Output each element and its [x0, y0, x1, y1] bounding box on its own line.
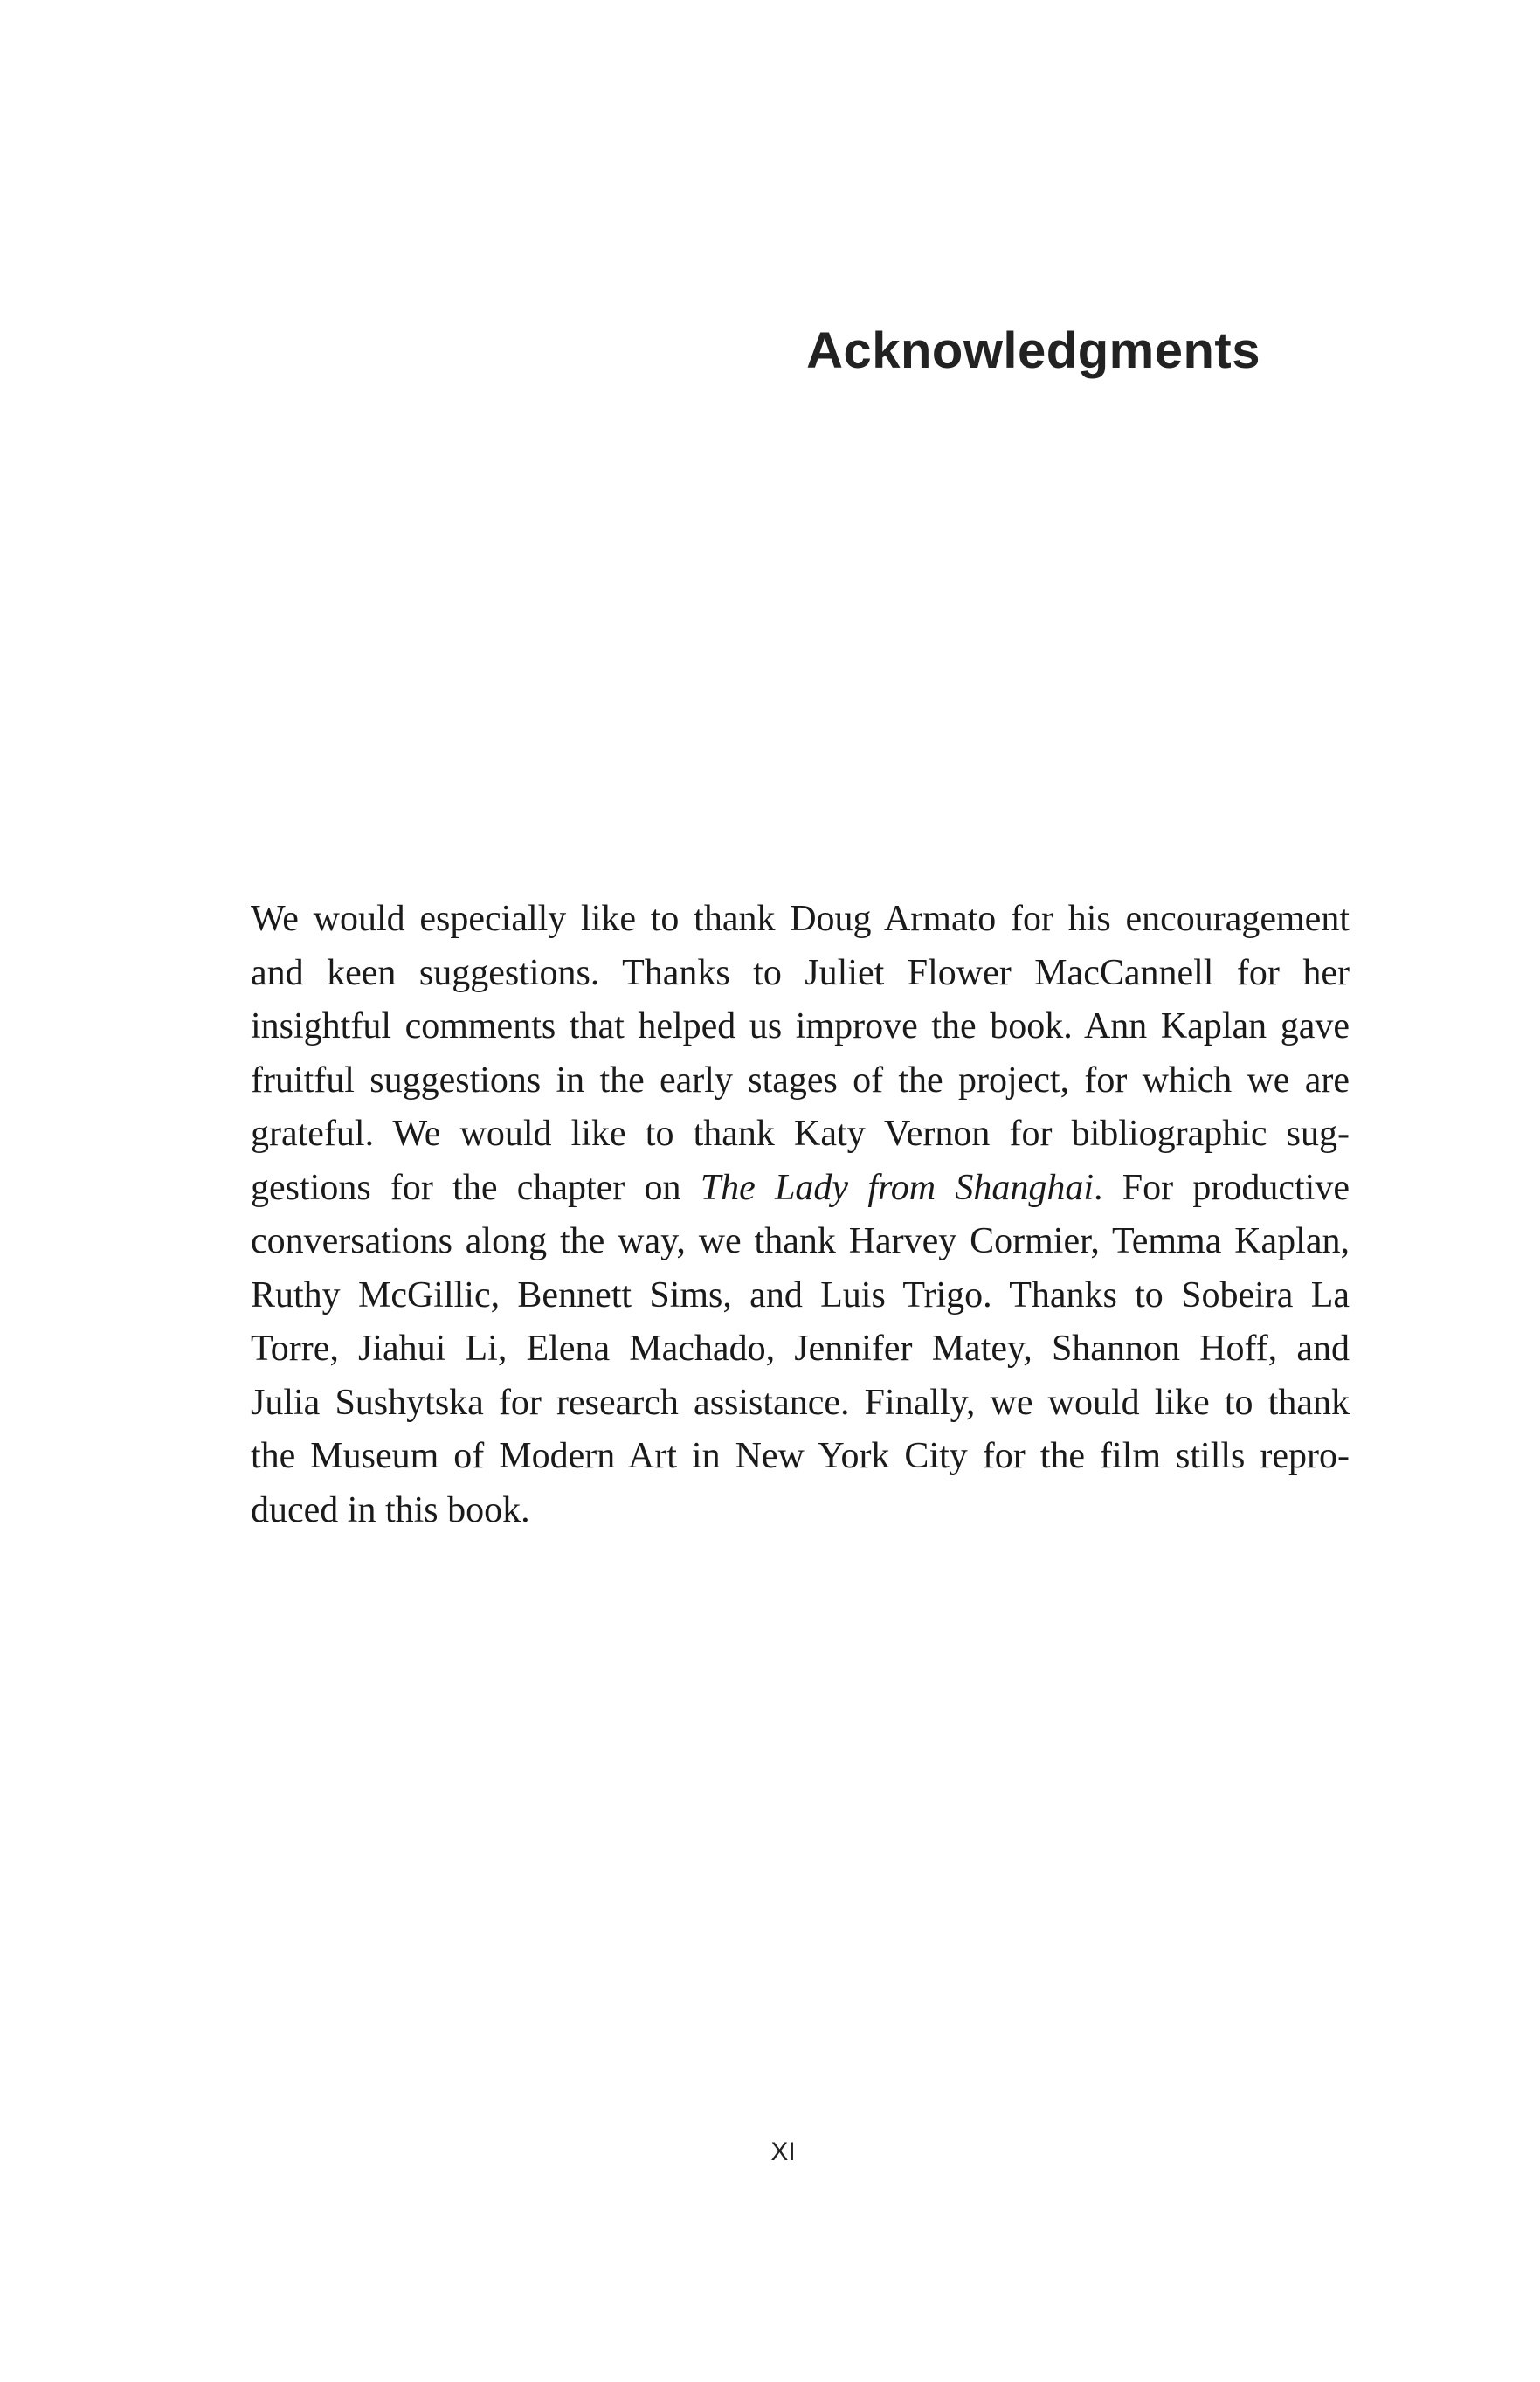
text-line: grateful. We would like to thank Katy Vernon for bibliographic sug-	[251, 1114, 1350, 1154]
text-line: the Museum of Modern Art in New York City for the film stills repro-	[251, 1436, 1350, 1476]
text-line: Ruthy McGillic, Bennett Sims, and Luis Trigo. Thanks to Sobeira La	[251, 1274, 1350, 1315]
text-line: Torre, Jiahui Li, Elena Machado, Jennifer Matey, Shannon Hoff, and	[251, 1329, 1350, 1369]
text-line: duced in this book.	[251, 1489, 530, 1530]
text-line: insightful comments that helped us improve the book. Ann Kaplan gave	[251, 1006, 1350, 1046]
chapter-heading: Acknowledgments	[806, 322, 1260, 379]
acknowledgments-paragraph	[251, 893, 1350, 1537]
text-line: We would especially like to thank Doug Armato for his encouragement	[251, 899, 1350, 939]
film-title: The Lady from Shanghai	[700, 1167, 1095, 1208]
page-number: XI	[770, 2137, 796, 2166]
text-segment: gestions for the chapter on	[251, 1167, 701, 1208]
text-line: Julia Sushytska for research assistance. Finally, we would like to thank	[251, 1382, 1350, 1423]
text-line-with-title	[251, 1162, 1350, 1216]
text-segment: . For productive	[1094, 1167, 1350, 1208]
text-line: and keen suggestions. Thanks to Juliet Flower MacCannell for her	[251, 952, 1350, 993]
text-line: fruitful suggestions in the early stages of the project, for which we are	[251, 1060, 1350, 1101]
text-line: conversations along the way, we thank Harvey Cormier, Temma Kaplan,	[251, 1221, 1350, 1261]
